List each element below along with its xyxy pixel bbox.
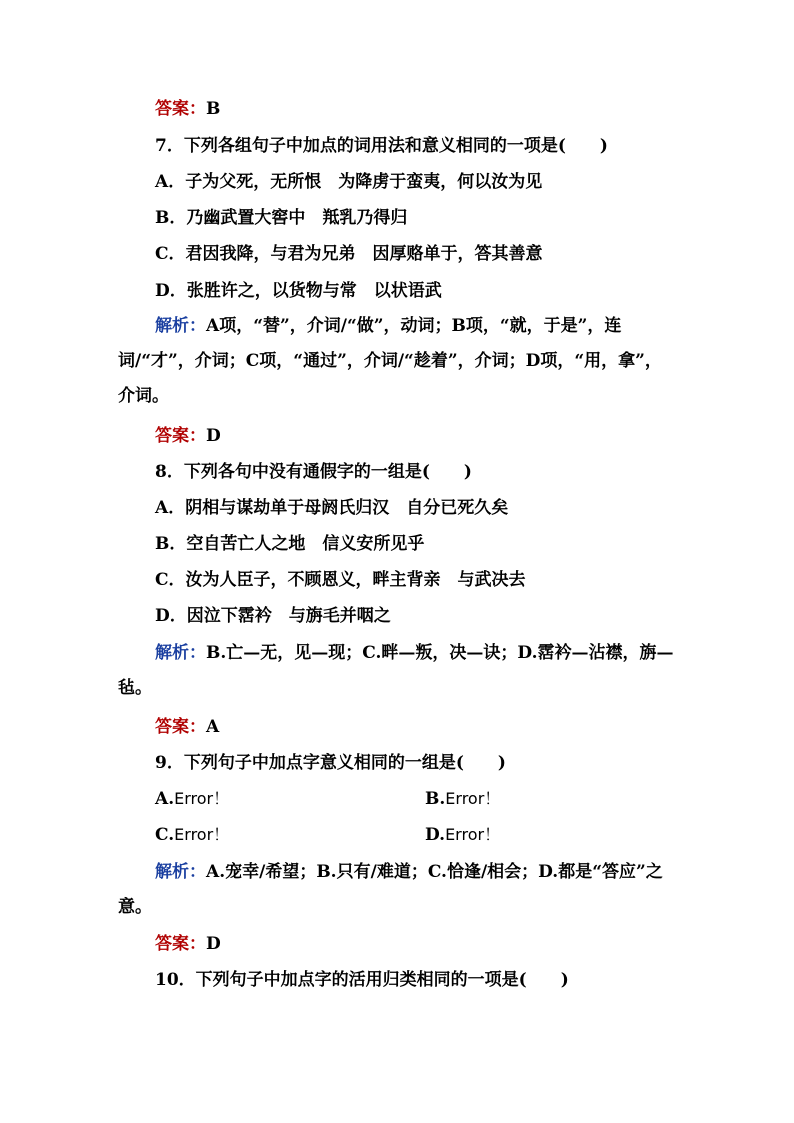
q9-option-c: C.Error！	[155, 825, 230, 845]
q8-option-d: D．因泣下霑衿 与旃毛并咽之	[155, 606, 391, 626]
analysis-label: 解析：	[155, 862, 206, 882]
analysis-label: 解析：	[155, 643, 206, 663]
q8-option-b: B．空自苦亡人之地 信义安所见乎	[155, 534, 425, 554]
q8-analysis	[118, 636, 678, 706]
analysis-text: A.宠幸/希望；B.只有/难道；C.恰逢/相会；D.都是“答应”之意。	[118, 862, 663, 917]
q7-stem: 7．下列各组句子中加点的词用法和意义相同的一项是( )	[155, 136, 608, 156]
answer-label: 答案：	[155, 99, 206, 119]
answer-value: B	[206, 99, 221, 119]
analysis-text: B.亡—无，见—现；C.畔—叛，决—诀；D.霑衿—沾襟，旃—毡。	[118, 643, 674, 698]
q8-option-a: A．阴相与谋劫单于母阏氏归汉 自分已死久矣	[155, 498, 509, 518]
q9-analysis	[118, 855, 678, 925]
analysis-label: 解析：	[155, 316, 206, 336]
q7-analysis	[118, 309, 678, 414]
q9-option-a: A.Error！	[155, 789, 230, 809]
answer-value: A	[206, 717, 220, 737]
q10-stem: 10．下列句子中加点字的活用归类相同的一项是( )	[155, 970, 569, 990]
q9-options-row-2	[155, 823, 675, 847]
q7-option-d: D．张胜许之，以货物与常 以状语武	[155, 281, 442, 301]
answer-value: D	[206, 934, 221, 954]
q6-answer-line	[155, 97, 220, 121]
q9-answer-line	[155, 932, 221, 956]
q7-answer-line	[155, 424, 221, 448]
q7-option-c: C．君因我降，与君为兄弟 因厚赂单于，答其善意	[155, 244, 543, 264]
q7-option-b: B．乃幽武置大窖中 羝乳乃得归	[155, 208, 408, 228]
q9-options-row-1	[155, 787, 675, 811]
q9-option-d: D.Error！	[425, 825, 501, 845]
answer-label: 答案：	[155, 426, 206, 446]
q9-option-b: B.Error！	[425, 789, 501, 809]
q8-answer-line	[155, 715, 219, 739]
answer-label: 答案：	[155, 934, 206, 954]
analysis-text: A项，“替”，介词/“做”，动词；B项，“就，于是”，连词/“才”，介词；C项，“通过”，介词/“趁着”，介词；D项，“用，拿”，介词。	[118, 316, 662, 406]
q7-option-a: A．子为父死，无所恨 为降虏于蛮夷，何以汝为见	[155, 172, 543, 192]
q8-option-c: C．汝为人臣子，不顾恩义，畔主背亲 与武决去	[155, 570, 526, 590]
q8-stem: 8．下列各句中没有通假字的一组是( )	[155, 462, 472, 482]
answer-label: 答案：	[155, 717, 206, 737]
answer-value: D	[206, 426, 221, 446]
q9-stem: 9．下列句子中加点字意义相同的一组是( )	[155, 753, 506, 773]
